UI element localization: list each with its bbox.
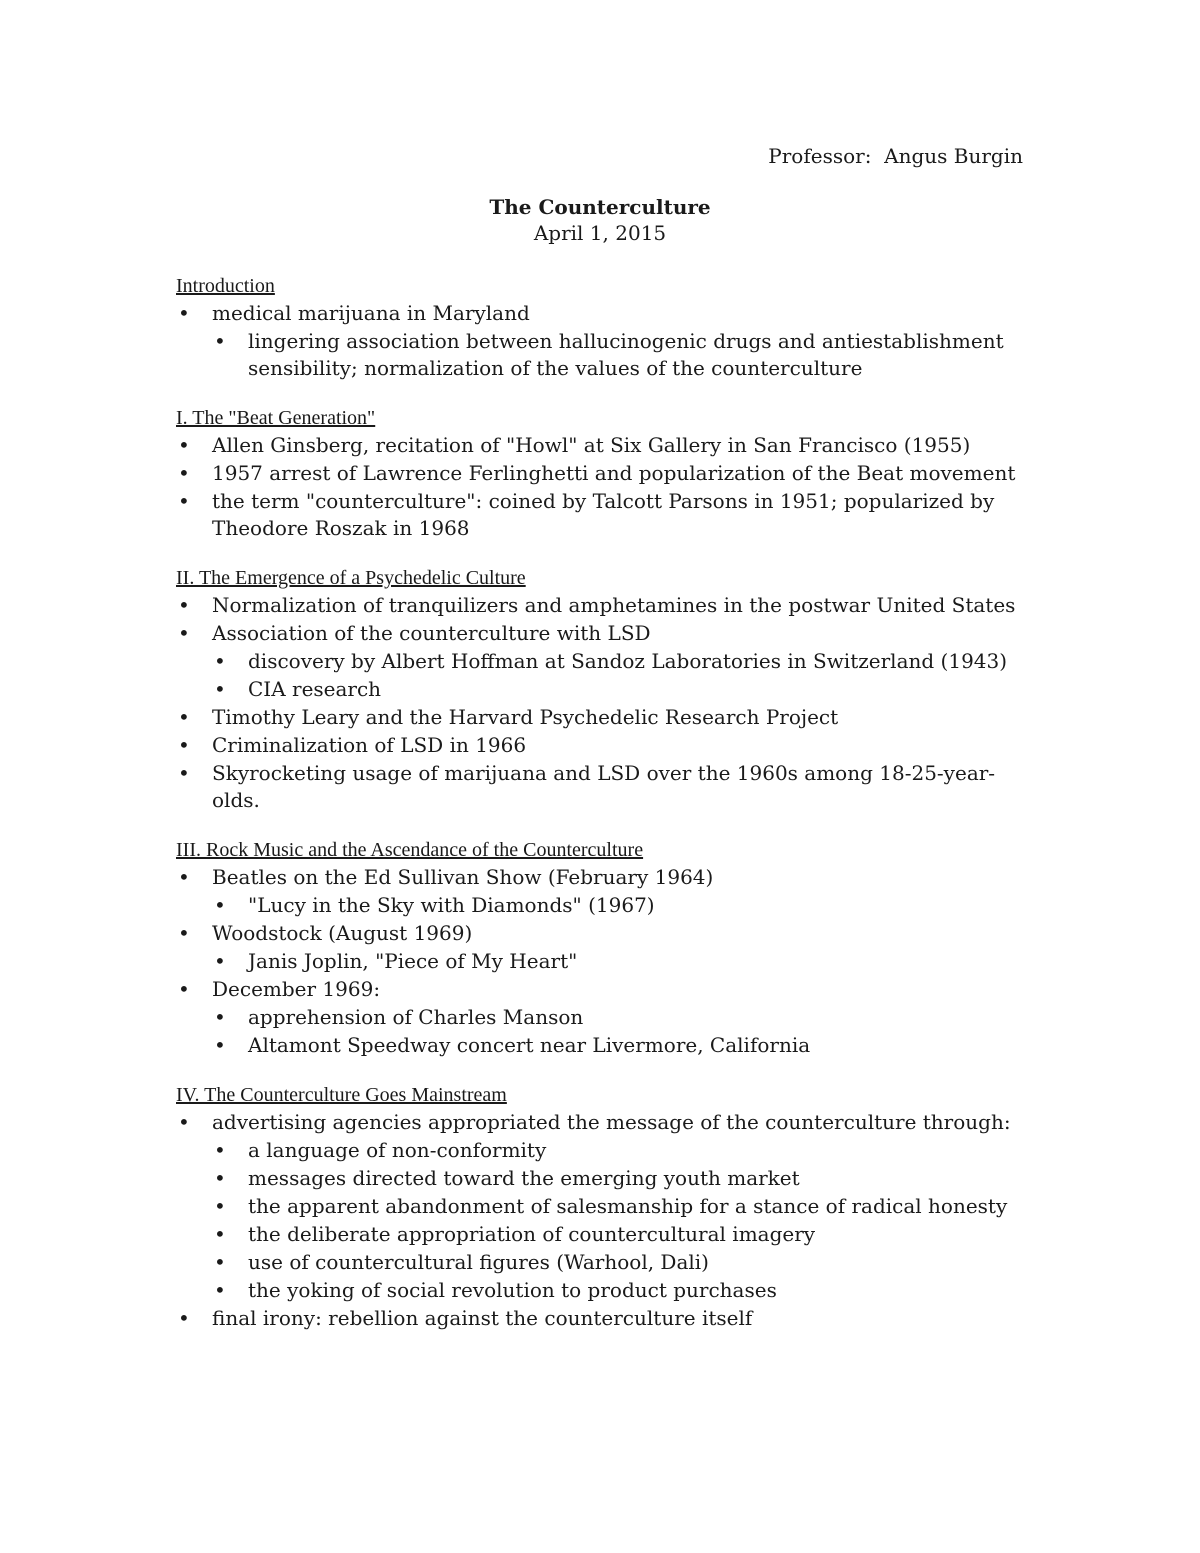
sub-list-item: • Janis Joplin, "Piece of My Heart" [176,948,1026,975]
sub-list-item: • use of countercultural figures (Warhool, Dali) [176,1249,1026,1276]
outline-content [176,272,1026,1354]
sub-list-item: • messages directed toward the emerging youth market [176,1165,1026,1192]
professor-line: Professor: Angus Burgin [768,144,1023,168]
list-item: • Beatles on the Ed Sullivan Show (February 1964) [176,864,1026,891]
sub-list-item: • CIA research [176,676,1026,703]
list-item: • Normalization of tranquilizers and amphetamines in the postwar United States [176,592,1026,619]
sub-list-item: • apprehension of Charles Manson [176,1004,1026,1031]
list-item: • medical marijuana in Maryland [176,300,1026,327]
list-item: • Woodstock (August 1969) [176,920,1026,947]
bullet-list [176,864,1026,1059]
sub-list-item: • a language of non-conformity [176,1137,1026,1164]
sub-list-item: • "Lucy in the Sky with Diamonds" (1967) [176,892,1026,919]
sub-list-item: • lingering association between hallucinogenic drugs and antiestablishment sensibility; normalization of the values of the counterculture [176,328,1026,382]
bullet-list [176,1109,1026,1332]
section-heading: II. The Emergence of a Psychedelic Culture [176,567,526,589]
document-date: April 1, 2015 [533,221,667,245]
sub-list-item: • Altamont Speedway concert near Livermore, California [176,1032,1026,1059]
section-rock-music [176,836,1026,1059]
section-heading: IV. The Counterculture Goes Mainstream [176,1084,507,1106]
document-title: The Counterculture [489,195,711,219]
list-item: • the term "counterculture": coined by Talcott Parsons in 1951; popularized by Theodore Roszak in 1968 [176,488,1026,542]
sub-list-item: • the deliberate appropriation of countercultural imagery [176,1221,1026,1248]
section-heading: Introduction [176,275,275,297]
bullet-list [176,300,1026,382]
list-item: • final irony: rebellion against the counterculture itself [176,1305,1026,1332]
list-item: • Timothy Leary and the Harvard Psychedelic Research Project [176,704,1026,731]
section-mainstream [176,1081,1026,1332]
section-heading: I. The "Beat Generation" [176,407,376,429]
section-psychedelic-culture [176,564,1026,814]
list-item: • Skyrocketing usage of marijuana and LSD over the 1960s among 18-25-year-olds. [176,760,1026,814]
list-item: • December 1969: [176,976,1026,1003]
sub-list-item: • the apparent abandonment of salesmanship for a stance of radical honesty [176,1193,1026,1220]
sub-list-item: • discovery by Albert Hoffman at Sandoz Laboratories in Switzerland (1943) [176,648,1026,675]
bullet-list [176,592,1026,814]
list-item: • Criminalization of LSD in 1966 [176,732,1026,759]
section-beat-generation [176,404,1026,542]
section-introduction [176,272,1026,382]
list-item: • Association of the counterculture with LSD [176,620,1026,647]
title-block [0,194,1200,246]
bullet-list [176,432,1026,542]
list-item: • advertising agencies appropriated the message of the counterculture through: [176,1109,1026,1136]
sub-list-item: • the yoking of social revolution to product purchases [176,1277,1026,1304]
list-item: • Allen Ginsberg, recitation of "Howl" at Six Gallery in San Francisco (1955) [176,432,1026,459]
list-item: • 1957 arrest of Lawrence Ferlinghetti and popularization of the Beat movement [176,460,1026,487]
section-heading: III. Rock Music and the Ascendance of the Counterculture [176,839,644,861]
